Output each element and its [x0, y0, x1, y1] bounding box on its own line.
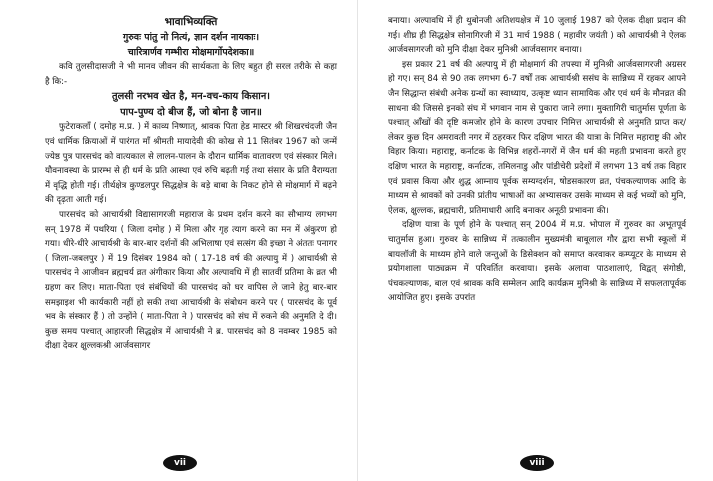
page-number-left: vii — [163, 455, 197, 471]
intro-paragraph: कवि तुलसीदासजी ने भी मानव जीवन की सार्थकता के लिए बहुत ही सरल तरीके से कहा है कि:- — [45, 62, 337, 87]
left-text-column — [45, 14, 337, 354]
page-number-right: viii — [520, 455, 554, 471]
right-page — [360, 0, 713, 481]
paragraph-south-india: इस प्रकार 21 वर्ष की अल्पायु में ही मोक्षमार्ग की तपस्या में मुनिश्री आर्जवसागरजी अग्रसर हो गए। सन् 84 से 90 तक लगभग 6-7 वर्षों तक आचार्यश्री ससंघ के सान्निध्य में रहकर आपने जैन सिद्धान्त संबंधी अनेक ग्रन्थों का स्वाध्याय, उत्कृष्ट ध्यान सामायिक और एवं धर्म के मौनव्रत की साधना की जिससे इनको संघ में भगवान नाम से पुकारा जाने लगा। मुक्तागिरी चातुर्मास पूर्णता के पश्चात् आँखों की दृष्टि कमजोर होने के कारण उपचार निमित्त आचार्यश्री से अनुमति प्राप्त कर/लेकर कुछ दिन अमरावती नगर में ठहरकर फिर दक्षिण भारत की यात्रा के निमित्त महाराष्ट्र की ओर विहार किया। महाराष्ट्र, कर्नाटक के विभिन्न शहरों-नगरों में जैन धर्म की महती प्रभावना करते हुए दक्षिण भारत के महाराष्ट्र, कर्नाटक, तमिलनाडु और पांडीचेरी प्रदेशों में लगभग 13 वर्ष तक विहार एवं प्रवास किया और शुद्ध आम्नाय पूर्वक सम्यग्दर्शन, षोडसकारण व्रत, पंचकल्याणक आदि के माध्यम से श्रावकों को उनकी प्रांतीय भाषाओं का अभ्यासकर उसके माध्यम से कई भव्यों को मुनि, ऐलक, क्षुल्लक, ब्रह्मचारी, प्रतिमाधारी आदि बनाकर अनूठी प्रभावना की। — [388, 59, 686, 216]
book-gutter — [357, 0, 358, 481]
page-title: भावाभिव्यक्ति — [164, 16, 218, 28]
sanskrit-verse-line-2: चारित्रार्णव गम्भीरा मोक्षमार्गोपदेशका॥ — [127, 47, 255, 58]
paragraph-first-darshan: पारसचंद को आचार्यश्री विद्यासागरजी महाराज के प्रथम दर्शन करने का सौभाग्य लगभग सन् 1978 में पथरिया ( जिला दमोह ) में मिला और गृह त्याग करने का मन में अंकुरण हो गया। धीरे-धीरे आचार्यश्री के बार-बार दर्शनों की अभिलाषा एवं सत्संग की इच्छा ने अंततः पनागर ( जिला-जबलपुर ) में 19 दिसंबर 1984 को ( 17-18 वर्ष की अल्पायु में ) आचार्यश्री से पारसचंद ने आजीवन ब्रह्मचर्य व्रत अंगीकार किया और अल्पावधि में ही सातवीं प्रतिमा के व्रत भी ग्रहण कर लिए। माता-पिता एवं संबंधियों की पारसचंद को घर वापिस ले जाने हेतु बार-बार समझाइश भी कार्यकारी नहीं हो सकी तथा आचार्यश्री के संबोधन करने पर ( पारसचंद के पूर्व भव के संस्कार हैं ) तो उन्होंने ( माता-पिता ने ) पारसचंद को संघ में रुकने की अनुमति दे दी। कुछ समय पश्चात् आहारजी सिद्धक्षेत्र में आचार्यश्री ने ब्र. पारसचंद को 8 नवम्बर 1985 को दीक्षा देकर क्षुल्लकश्री आर्जवसागर — [45, 209, 337, 352]
paragraph-bhopal: दक्षिण यात्रा के पूर्ण होने के पश्चात् सन् 2004 में म.प्र. भोपाल में गुरुवर का अभूतपूर्व चातुर्मास हुआ। गुरुवर के सान्निध्य में तत्कालीन मुख्यमंत्री बाबूलाल गौर द्वारा सभी स्कूलों में बायलॉजी के माध्यम होने वाले जन्तुओं के डिसेक्शन को समाप्त करवाकर कम्प्यूटर के माध्यम से प्रयोगशाला पाठ्यक्रम में परिवर्तित करवाया। इसके अलावा पाठशालाएं, वि‌द्वत् संगोष्ठी, पंचकल्याणक, बाल एवं श्रावक कवि सम्मेलन आदि कार्यक्रम मुनिश्री के सान्निध्य में सफलतापूर्वक आयोजित हुए। इसके उपरांत — [388, 220, 686, 304]
paragraph-diksha: बनाया। अल्पावधि में ही थुबोनजी अतिशयक्षेत्र में 10 जुलाई 1987 को ऐलक दीक्षा प्रदान की गई। शीघ्र ही सिद्धक्षेत्र सोनागिरजी में 31 मार्च 1988 ( महावीर जयंती ) को आचार्यश्री ने ऐलक आर्जवसागरजी को मुनि दीक्षा देकर मुनिश्री आर्जवसागर बनाया। — [388, 16, 686, 56]
right-text-column — [388, 14, 686, 306]
tulsi-verse-line-2: पाप-पुण्य दो बीज हैं, जो बोना है जान॥ — [120, 106, 262, 118]
sanskrit-verse-line-1: गुरुवः पांतु नो नित्यं, ज्ञान दर्शन नायकाः। — [123, 32, 259, 43]
tulsi-verse-line-1: तुलसी नरभव खेत है, मन-वच-काय किसान। — [112, 91, 270, 103]
paragraph-birth: फुटेराकलाँ ( दमोह म.प्र. ) में काव्य निष्णात्, श्रावक पिता हेड मास्टर श्री शिखरचंदजी जैन एवं धार्मिक क्रियाओं में पारंगत माँ श्रीमती मायादेवी की कोख से 11 सितंबर 1967 को जन्में ज्येष्ठ पुत्र पारसचंद को वात्यकाल से लालन-पालन के दौरान धार्मिक वातावरण एवं संस्कार मिले। यौवनावस्था के प्रारम्भ से ही धर्म के प्रति आस्था एवं रुचि बढ़ती गई तथा संसार के प्रति वैराग्यता में वृद्धि होती गई। तीर्थक्षेत्र कुण्डलपुर सिद्धक्षेत्र के बड़े बाबा के निकट होने से मोक्षमार्ग में बढ़ने की दृढ़ता आती गई। — [45, 122, 337, 206]
